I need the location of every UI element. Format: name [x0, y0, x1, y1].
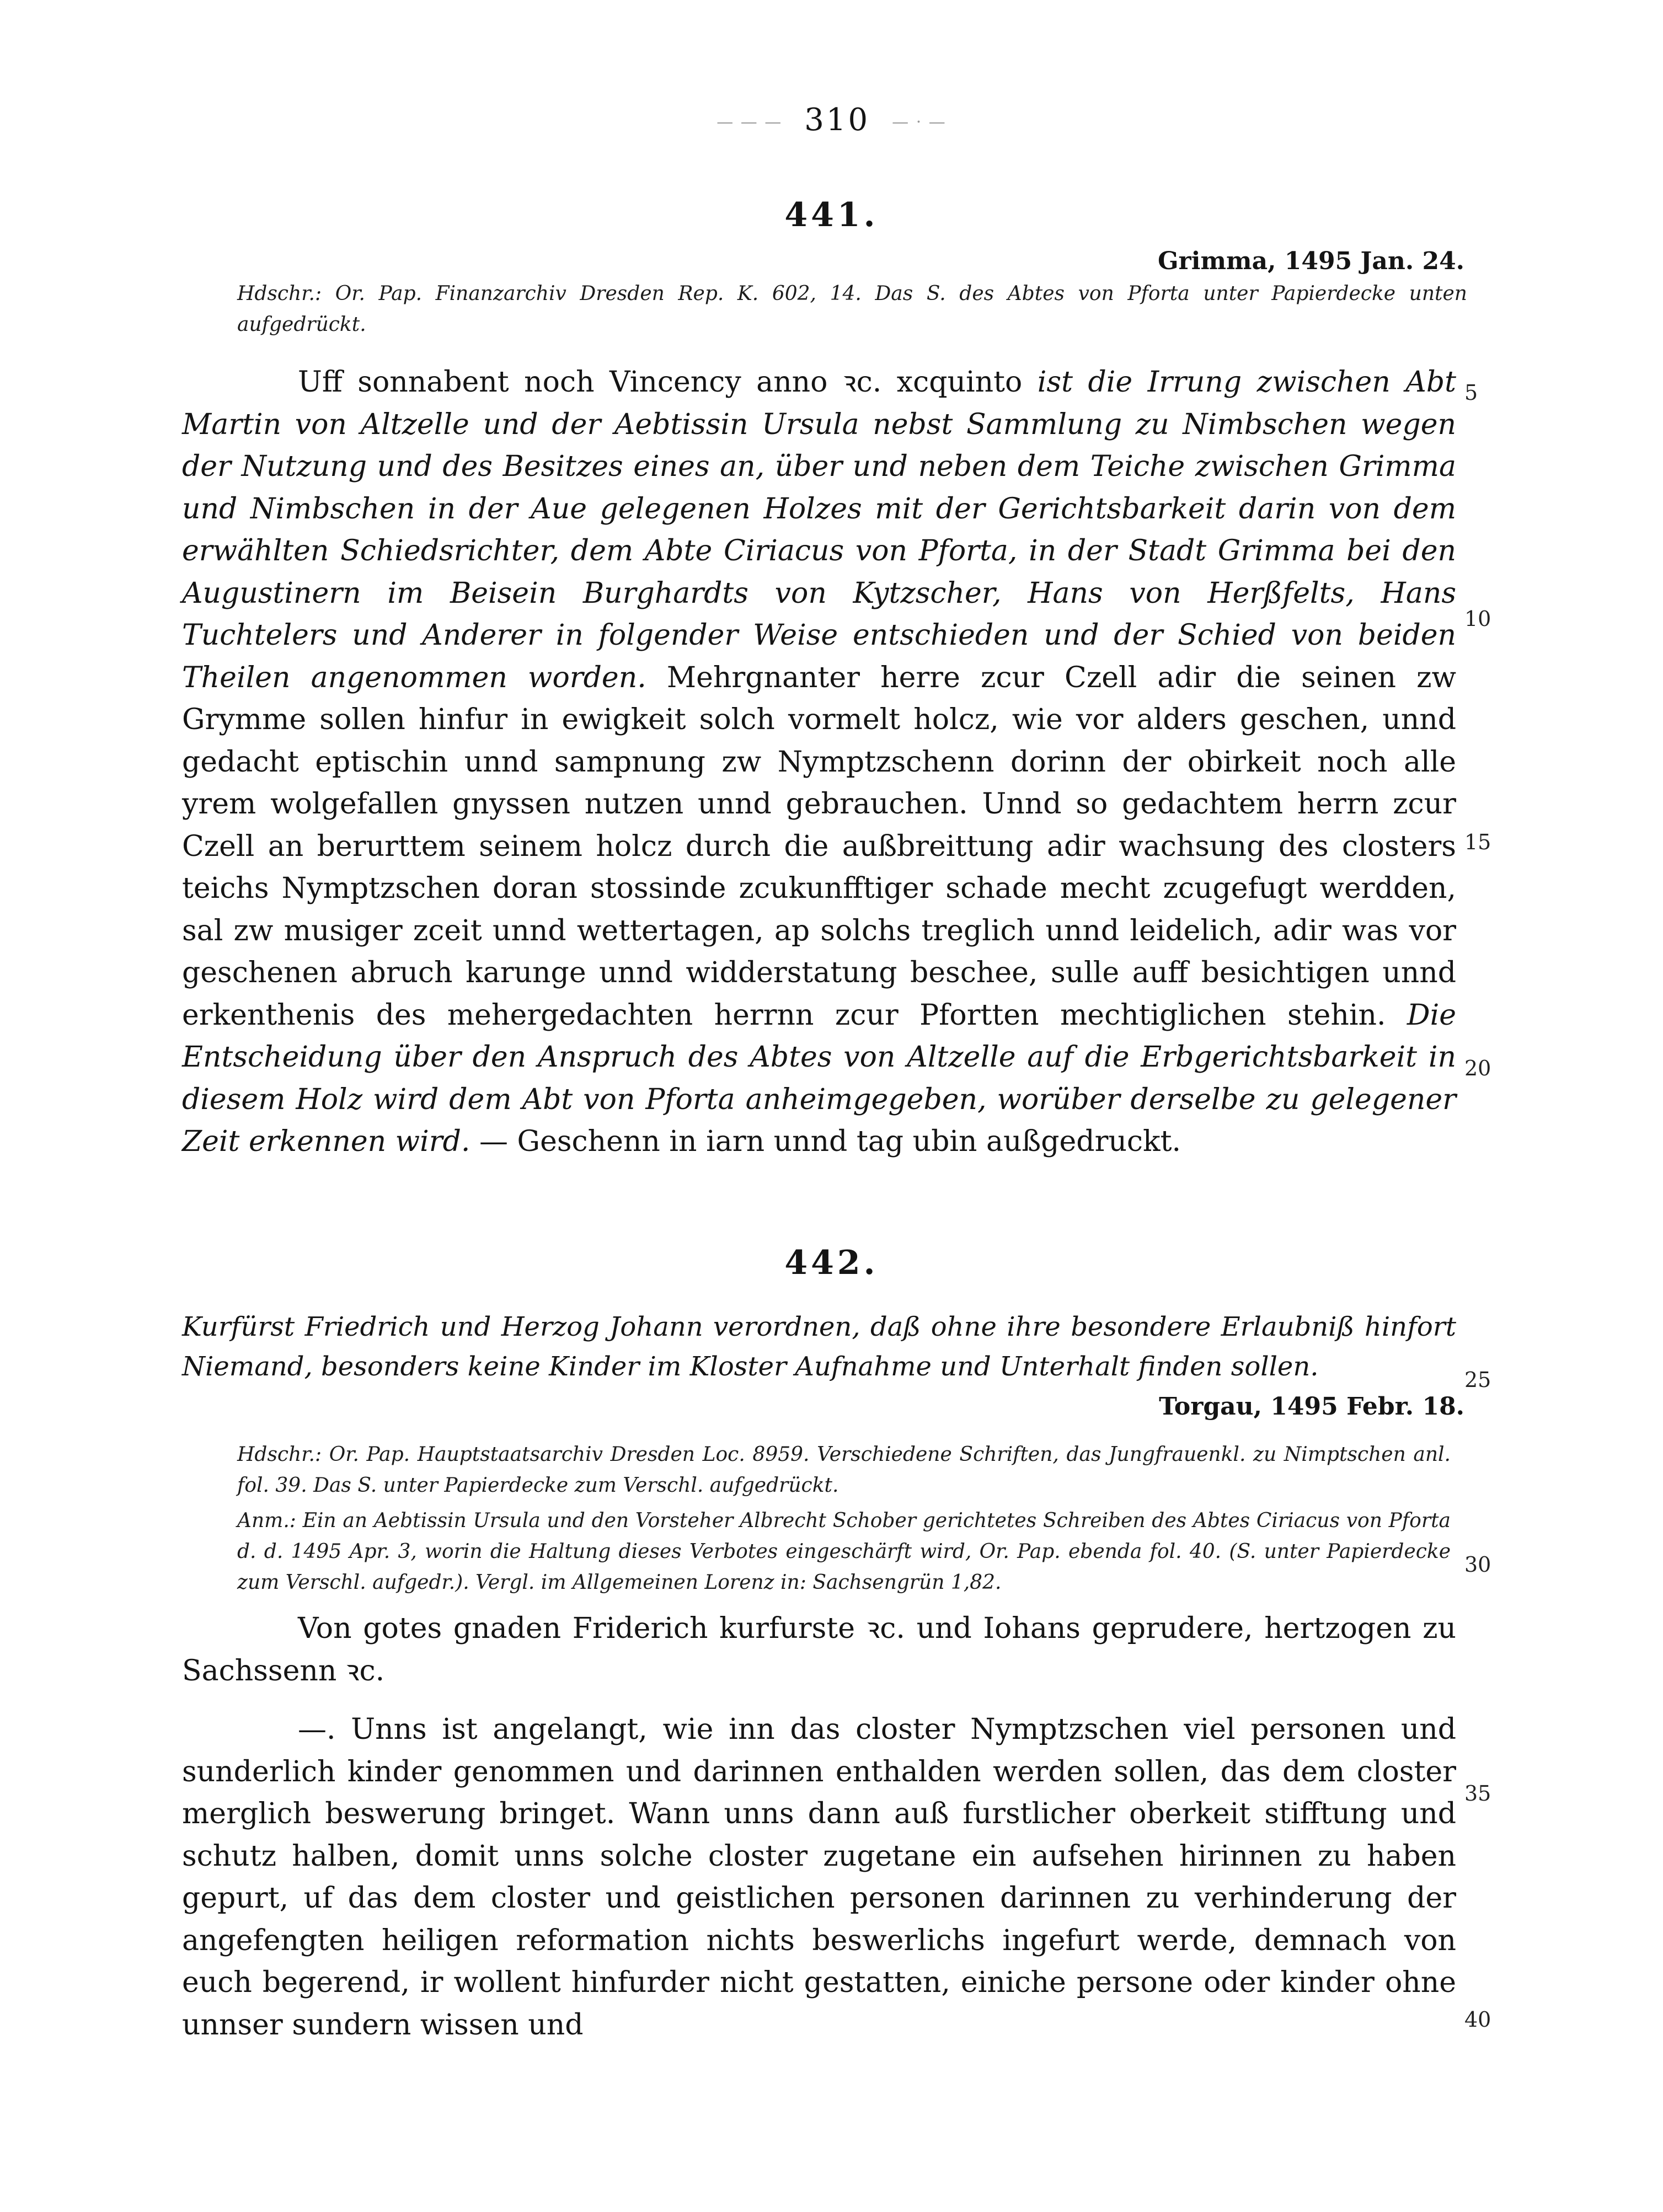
entry-summary-442: Kurfürst Friedrich und Herzog Johann verordnen, daß ohne ihre besondere Erlaubniß hinfort Niemand, besonders keine Kinder im Kloster Aufnahme und Unterhalt finden sollen.	[182, 1311, 1456, 1382]
body-paragraph: —. Unns ist angelangt, wie inn das closter Nymptzschen viel personen und sunderlich kinder genommen und darinnen enthalden werden sollen, das dem closter merglich beswerung bringet. Wann unns dann auß furstlicher oberkeit stifftung und schutz halben, domit unns solche closter zugetane ein aufsehen hirinnen zu haben gepurt, uf das dem closter und geistlichen personen darinnen zu verhinderung der angefengten heiligen reformation nichts beswerlichs ingefurt werde, demnach von euch begerend, ir wollent hinfurder nicht gestatten, einiche persone oder kinder ohne unnser sundern wissen und	[182, 1713, 1456, 2042]
line-number-40: 40	[1464, 2007, 1491, 2032]
page-number: 310	[804, 102, 870, 138]
entry-place-date-442: Torgau, 1495 Febr. 18.	[1159, 1392, 1464, 1421]
entry-annotation-note-442: Anm.: Ein an Aebtissin Ursula und den Vorsteher Albrecht Schober gerichtetes Schreiben des Abtes Ciriacus von Pforta d. d. 1495 Apr. 3, worin die Haltung dieses Verbotes eingeschärft wird, Or. Pap. ebenda fol. 40. (S. unter Papierdecke zum Verschl. aufgedr.). Vergl. im Allgemeinen Lorenz in: Sachsengrün 1,82.	[237, 1509, 1451, 1594]
line-number-20: 20	[1464, 1056, 1491, 1080]
body-segment: — Geschenn in iarn unnd tag ubin außgedruckt.	[470, 1125, 1181, 1158]
body-segment: Uff sonnabent noch Vincency anno ꝛc. xcquinto	[298, 366, 1038, 399]
header-rule-left: — — —	[716, 113, 783, 132]
entry-manuscript-note-442: Hdschr.: Or. Pap. Hauptstaatsarchiv Dresden Loc. 8959. Verschiedene Schriften, das Jungfrauenkl. zu Nimptschen anl. fol. 39. Das S. unter Papierdecke zum Verschl. aufgedrückt.	[237, 1443, 1451, 1497]
line-number-5: 5	[1464, 381, 1478, 405]
line-number-30: 30	[1464, 1552, 1491, 1577]
body-segment-italic: Die Entscheidung über den Anspruch des Abtes von Altzelle auf die Erbgerichtsbarkeit in diesem Holz wird dem Abt von Pforta anheimgegeben, worüber derselbe zu gelegener Zeit erkennen wird.	[182, 998, 1456, 1158]
entry-place-date-441: Grimma, 1495 Jan. 24.	[1157, 247, 1464, 275]
body-paragraph: Von gotes gnaden Friderich kurfurste ꝛc. und Iohans geprudere, hertzogen zu Sachssenn ꝛc.	[182, 1612, 1456, 1688]
entry-manuscript-note-441: Hdschr.: Or. Pap. Finanzarchiv Dresden Rep. K. 602, 14. Das S. des Abtes von Pforta unter Papierdecke unten aufgedrückt.	[237, 282, 1467, 336]
body-segment: Mehrgnanter herre zcur Czell adir die seinen zw Grymme sollen hinfur in ewigkeit solch vormelt holcz, wie vor alders geschen, unnd gedacht eptischin unnd sampnung zw Nymptzschenn dorinn der obirkeit noch alle yrem wolgefallen gnyssen nutzen unnd gebrauchen. Unnd so gedachtem herrn zcur Czell an berurttem seinem holcz durch die außbreittung adir wachsung des closters teichs Nymptzschen doran stossinde zcukunfftiger schade mecht zcugefugt werdden, sal zw musiger zceit unnd wettertagen, ap solchs treglich unnd leidelich, adir was vor geschenen abruch karunge unnd widderstatung beschee, sulle auff besichtigen unnd erkenthenis des mehergedachten herrnn zcur Pfortten mechtiglichen stehin.	[182, 661, 1457, 1032]
page-header	[0, 102, 1663, 138]
entry-number-442: 442.	[784, 1244, 879, 1282]
line-number-25: 25	[1464, 1368, 1491, 1392]
body-segment-italic: ist die Irrung zwischen Abt Martin von Altzelle und der Aebtissin Ursula nebst Sammlung zu Nimbschen wegen der Nutzung und des Besitzes eines an, über und neben dem Teiche zwischen Grimma und Nimbschen in der Aue gelegenen Holzes mit der Gerichtsbarkeit darin von dem erwählten Schiedsrichter, dem Abte Ciriacus von Pforta, in der Stadt Grimma bei den Augustinern im Beisein Burghardts von Kytzscher, Hans von Herßfelts, Hans Tuchtelers und Anderer in folgender Weise entschieden und der Schied von beiden Theilen angenommen worden.	[182, 366, 1457, 694]
entry-number-441: 441.	[784, 196, 879, 234]
entry-body-441	[182, 361, 1456, 1163]
entry-body-442	[182, 1608, 1456, 2046]
line-number-10: 10	[1464, 607, 1491, 631]
header-rule-right: — · —	[892, 113, 947, 132]
line-number-35: 35	[1464, 1781, 1491, 1806]
line-number-15: 15	[1464, 830, 1491, 854]
